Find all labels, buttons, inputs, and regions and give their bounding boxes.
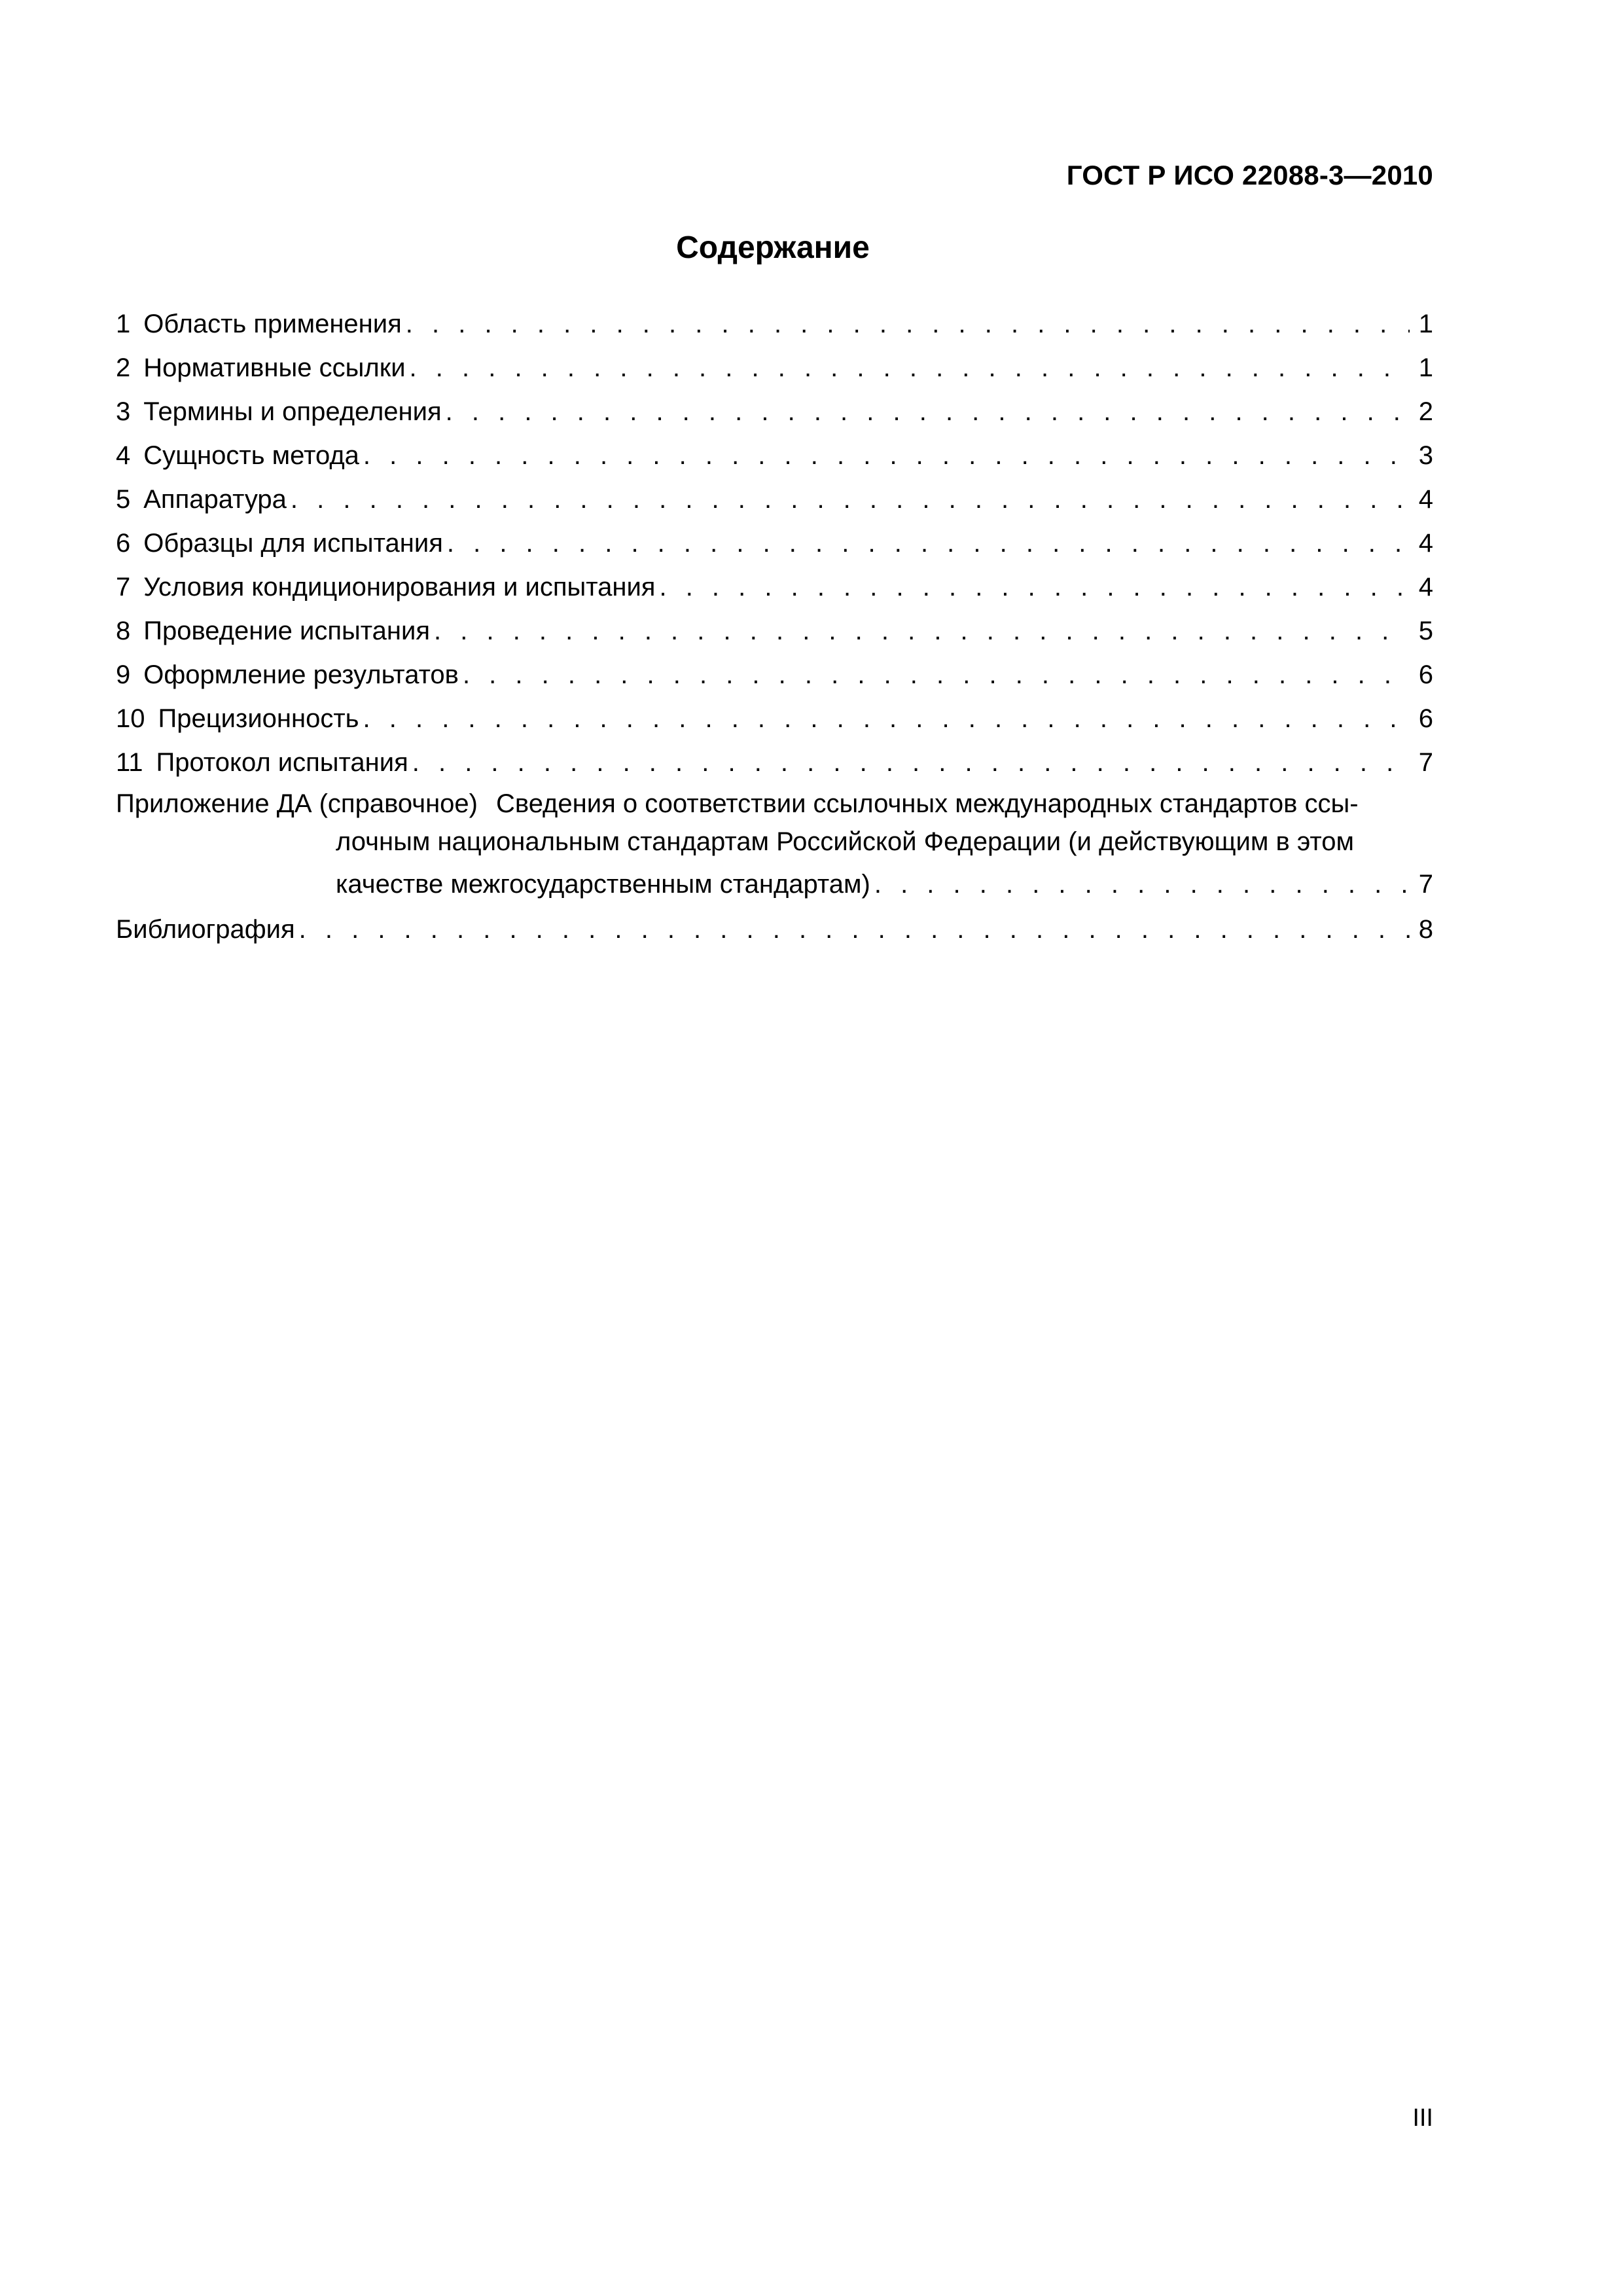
toc-item-number: 5 — [116, 485, 131, 514]
toc-item-label-wrap — [116, 302, 402, 346]
toc-leader-dots — [291, 478, 1410, 522]
toc-item-label: Прецизионность — [158, 704, 359, 733]
toc-item-page: 4 — [1418, 529, 1433, 558]
toc-leader-dots — [410, 346, 1410, 390]
toc-item-label-wrap — [116, 434, 359, 478]
toc-item-number: 4 — [116, 441, 131, 470]
bibliography-label: Библиография — [116, 915, 295, 944]
toc-item-number: 10 — [116, 704, 145, 733]
toc-item-number: 1 — [116, 310, 131, 338]
toc-leader-dots — [446, 390, 1410, 434]
toc-item-page: 6 — [1418, 704, 1433, 733]
toc-item-label-wrap — [116, 478, 287, 522]
toc-item-label-wrap — [116, 390, 442, 434]
toc-item-2[interactable] — [116, 346, 1433, 390]
toc-item-1[interactable] — [116, 302, 1433, 346]
toc-leader-dots — [434, 609, 1410, 653]
toc-item-3[interactable] — [116, 390, 1433, 434]
toc-item-7[interactable] — [116, 565, 1433, 609]
appendix-line-2: лочным национальным стандартам Российской Федерации (и действующим в этом — [336, 827, 1354, 856]
toc-item-number: 2 — [116, 353, 131, 382]
bibliography-page: 8 — [1418, 915, 1433, 944]
toc-leader-dots — [406, 302, 1410, 346]
appendix-last-line — [116, 861, 1433, 908]
toc-leader-dots — [412, 741, 1410, 785]
toc-leader-dots — [299, 908, 1410, 952]
toc-item-page: 1 — [1418, 353, 1433, 382]
toc-item-page: 3 — [1418, 441, 1433, 470]
toc-leader-dots — [363, 697, 1410, 741]
toc-title: Содержание — [676, 230, 870, 265]
toc-item-label-wrap — [116, 346, 406, 390]
toc-leader-dots — [447, 522, 1410, 565]
toc-item-label: Область применения — [143, 310, 402, 338]
toc-item-label: Условия кондиционирования и испытания — [143, 573, 656, 601]
toc-item-8[interactable] — [116, 609, 1433, 653]
appendix-line-1: Сведения о соответствии ссылочных международных стандартов ссы- — [496, 789, 1359, 818]
toc-item-label: Нормативные ссылки — [143, 353, 406, 382]
document-code: ГОСТ Р ИСО 22088-3—2010 — [1066, 160, 1433, 190]
toc-item-label: Сущность метода — [143, 441, 359, 470]
toc-item-10[interactable] — [116, 697, 1433, 741]
toc-item-label-wrap — [116, 741, 408, 785]
toc-item-bibliography[interactable] — [116, 908, 1433, 952]
table-of-contents — [116, 302, 1433, 952]
toc-item-label-wrap — [116, 653, 459, 697]
toc-item-label-wrap — [116, 697, 359, 741]
toc-item-number: 8 — [116, 617, 131, 645]
toc-item-4[interactable] — [116, 434, 1433, 478]
page-number: III — [1412, 2104, 1433, 2132]
toc-item-number: 7 — [116, 573, 131, 601]
toc-item-label: Протокол испытания — [156, 748, 408, 777]
toc-item-label: Проведение испытания — [143, 617, 431, 645]
appendix-prefix: Приложение ДА (справочное) — [116, 789, 478, 818]
toc-item-label-wrap — [116, 609, 430, 653]
toc-item-9[interactable] — [116, 653, 1433, 697]
toc-leader-dots — [363, 434, 1410, 478]
toc-item-label: Образцы для испытания — [143, 529, 443, 558]
toc-appendix-da[interactable] — [116, 785, 1433, 908]
toc-item-number: 11 — [116, 748, 143, 777]
toc-item-page: 6 — [1418, 660, 1433, 689]
toc-item-5[interactable] — [116, 478, 1433, 522]
toc-item-label: Оформление результатов — [143, 660, 459, 689]
toc-item-page: 2 — [1418, 397, 1433, 426]
toc-item-page: 1 — [1418, 310, 1433, 338]
toc-item-label-wrap — [116, 522, 443, 565]
toc-item-number: 3 — [116, 397, 131, 426]
appendix-line-3: качестве межгосударственным стандартам) — [336, 870, 870, 899]
toc-item-11[interactable] — [116, 741, 1433, 785]
toc-leader-dots — [874, 861, 1410, 908]
appendix-page: 7 — [1418, 870, 1433, 899]
toc-item-page: 7 — [1418, 748, 1433, 777]
toc-item-label: Термины и определения — [143, 397, 442, 426]
toc-leader-dots — [463, 653, 1410, 697]
toc-leader-dots — [659, 565, 1410, 609]
toc-item-label-wrap — [116, 565, 655, 609]
toc-item-page: 4 — [1418, 485, 1433, 514]
toc-item-number: 6 — [116, 529, 131, 558]
toc-item-number: 9 — [116, 660, 131, 689]
appendix-first-line — [116, 785, 1433, 823]
toc-item-6[interactable] — [116, 522, 1433, 565]
toc-item-page: 5 — [1418, 617, 1433, 645]
toc-item-page: 4 — [1418, 573, 1433, 601]
toc-item-label: Аппаратура — [143, 485, 287, 514]
